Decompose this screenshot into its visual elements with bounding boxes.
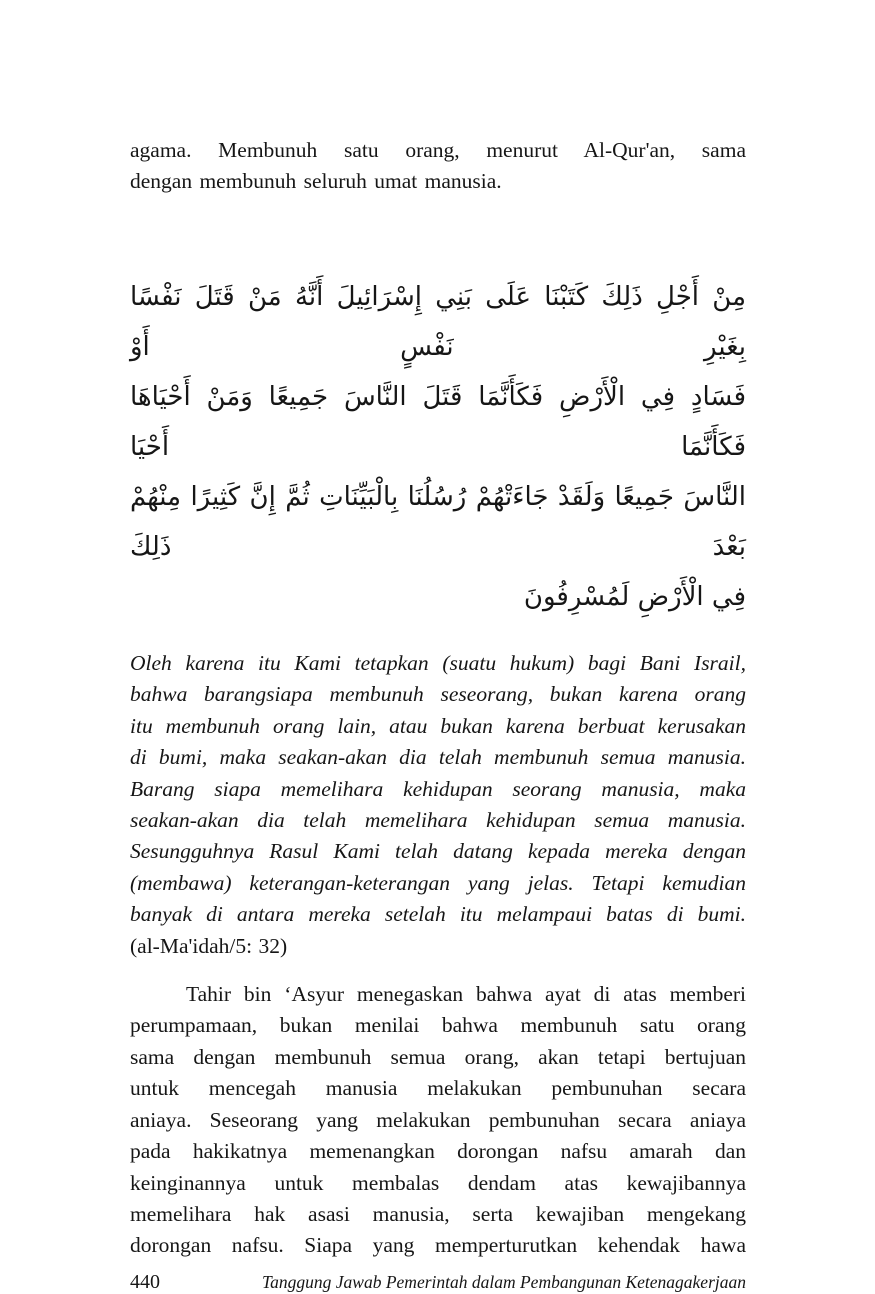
text-line: dorongan nafsu. Siapa yang memperturutkan kehendak hawa — [130, 1233, 746, 1258]
text-line: keinginannya untuk membalas dendam atas kewajibannya — [130, 1170, 746, 1195]
page-content — [130, 135, 746, 1294]
body-paragraph — [130, 979, 746, 1262]
running-title: Tanggung Jawab Pemerintah dalam Pembangunan Ketenagakerjaan — [262, 1271, 746, 1292]
continuation-paragraph — [130, 135, 746, 197]
text-line: Barang siapa memelihara kehidupan seorang manusia, maka — [130, 776, 746, 801]
translation-lines — [130, 648, 746, 931]
text-line: dengan membunuh seluruh umat manusia. — [130, 169, 502, 193]
text-line: memelihara hak asasi manusia, serta kewajiban mengekang — [130, 1201, 746, 1226]
text-line: Tahir bin ‘Asyur menegaskan bahwa ayat di atas memberi — [186, 982, 746, 1007]
text-line: banyak di antara mereka setelah itu melampaui batas di bumi. — [130, 902, 746, 927]
verse-citation: (al-Ma'idah/5: 32) — [130, 933, 288, 958]
text-line: النَّاسَ جَمِيعًا وَلَقَدْ جَاءَتْهُمْ رُسُلُنَا بِالْبَيِّنَاتِ ثُمَّ إِنَّ كَثِيرًا مِنْهُمْ بَعْدَ ذَلِكَ — [130, 482, 746, 562]
text-line: Oleh karena itu Kami tetapkan (suatu hukum) bagi Bani Israil, — [130, 651, 746, 675]
text-line: di bumi, maka seakan-akan dia telah membunuh semua manusia. — [130, 745, 746, 770]
text-line: pada hakikatnya memenangkan dorongan nafsu amarah dan — [130, 1139, 746, 1164]
text-line: aniaya. Seseorang yang melakukan pembunuhan secara aniaya — [130, 1107, 746, 1132]
text-line: فَسَادٍ فِي الْأَرْضِ فَكَأَنَّمَا قَتَلَ النَّاسَ جَمِيعًا وَمَنْ أَحْيَاهَا فَكَأَنَّمَا أَحْيَا — [130, 382, 746, 462]
text-line: فِي الْأَرْضِ لَمُسْرِفُونَ — [523, 582, 746, 612]
text-line: bahwa barangsiapa membunuh seseorang, bukan karena orang — [130, 682, 746, 707]
text-line: sama dengan membunuh semua orang, akan tetapi bertujuan — [130, 1044, 746, 1069]
text-line: agama. Membunuh satu orang, menurut Al-Qur'an, sama — [130, 138, 746, 162]
page-number: 440 — [130, 1270, 160, 1293]
text-line: Sesungguhnya Rasul Kami telah datang kepada mereka dengan — [130, 839, 746, 864]
text-line: seakan-akan dia telah memelihara kehidupan semua manusia. — [130, 808, 746, 833]
quran-verse-arabic — [130, 272, 746, 622]
text-line: (membawa) keterangan-keterangan yang jelas. Tetapi kemudian — [130, 870, 746, 895]
page-footer — [130, 1271, 746, 1294]
text-line: مِنْ أَجْلِ ذَلِكَ كَتَبْنَا عَلَى بَنِي إِسْرَائِيلَ أَنَّهُ مَنْ قَتَلَ نَفْسًا بِغَيْرِ نَفْسٍ أَوْ — [130, 282, 746, 362]
text-line: perumpamaan, bukan menilai bahwa membunuh satu orang — [130, 1013, 746, 1038]
translation-paragraph — [130, 648, 746, 962]
text-line: untuk mencegah manusia melakukan pembunuhan secara — [130, 1076, 746, 1101]
text-line: itu membunuh orang lain, atau bukan karena berbuat kerusakan — [130, 713, 746, 738]
